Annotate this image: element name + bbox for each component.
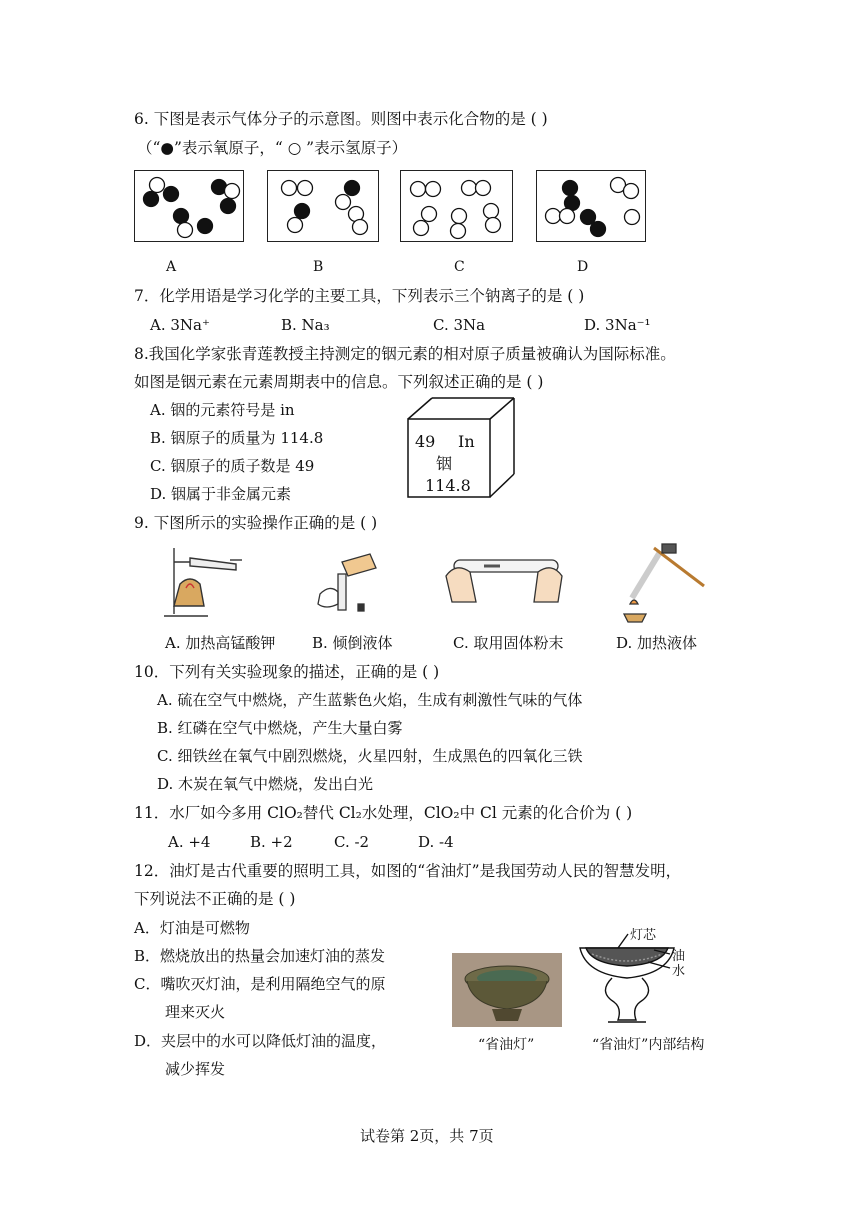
oil-lamp-structure-diagram xyxy=(578,928,698,1030)
q12-option-b: B．燃烧放出的热量会加速灯油的蒸发 xyxy=(134,947,386,965)
q9-option-a: A. 加热高锰酸钾 xyxy=(165,634,276,652)
q11-option-d: D. -4 xyxy=(418,833,454,851)
q9-option-d: D. 加热液体 xyxy=(616,634,698,652)
heating-kmno4-apparatus-image xyxy=(160,544,245,622)
q6-label-a: A xyxy=(166,259,177,275)
q10-stem: 10．下列有关实验现象的描述，正确的是 ( ) xyxy=(134,663,440,681)
q7-option-a: A. 3Na⁺ xyxy=(150,316,210,334)
powder-sampling-image xyxy=(442,552,568,610)
molecule-diagram-d xyxy=(537,171,647,243)
q12-option-d: D．夹层中的水可以降低灯油的温度， xyxy=(134,1032,387,1050)
q12-stem-line1: 12．油灯是古代重要的照明工具，如图的“省油灯”是我国劳动人民的智慧发明， xyxy=(134,862,682,880)
q8-stem-line2: 如图是铟元素在元素周期表中的信息。下列叙述正确的是 ( ) xyxy=(134,373,544,391)
indium-atomic-mass: 114.8 xyxy=(425,476,471,495)
q10-option-b: B. 红磷在空气中燃烧，产生大量白雾 xyxy=(157,719,403,737)
q7-option-b: B. Na₃ xyxy=(281,316,330,334)
q9-stem: 9. 下图所示的实验操作正确的是 ( ) xyxy=(134,514,378,532)
q8-option-c: C. 铟原子的质子数是 49 xyxy=(150,457,315,475)
q6-legend-note: （“●”表示氧原子，“ ○ ”表示氢原子） xyxy=(137,139,408,157)
indium-atomic-number: 49 xyxy=(415,432,436,451)
q12-option-a: A．灯油是可燃物 xyxy=(134,919,250,937)
q6-box-d xyxy=(536,170,646,242)
q12-option-c-continued: 理来灭火 xyxy=(165,1003,226,1021)
q10-option-c: C. 细铁丝在氧气中剧烈燃烧，火星四射，生成黑色的四氧化三铁 xyxy=(157,747,583,765)
q6-label-d: D xyxy=(577,259,589,275)
heating-liquid-image xyxy=(624,542,716,624)
indium-name: 铟 xyxy=(436,454,453,473)
q10-option-d: D. 木炭在氧气中燃烧，发出白光 xyxy=(157,775,374,793)
oil-lamp-photo xyxy=(452,953,562,1027)
q12-stem-line2: 下列说法不正确的是 ( ) xyxy=(134,890,296,908)
q6-label-c: C xyxy=(454,259,465,275)
q6-box-c xyxy=(400,170,513,242)
q12-option-c: C．嘴吹灭灯油，是利用隔绝空气的原 xyxy=(134,975,386,993)
diagram-label-water: 水 xyxy=(672,964,686,979)
q6-stem: 6. 下图是表示气体分子的示意图。则图中表示化合物的是 ( ) xyxy=(134,110,548,128)
q11-option-a: A. +4 xyxy=(168,833,211,851)
q9-option-c: C. 取用固体粉末 xyxy=(453,634,564,652)
diagram-label-oil: 油 xyxy=(672,949,686,964)
molecule-diagram-c xyxy=(401,171,514,243)
q9-option-b: B. 倾倒液体 xyxy=(312,634,393,652)
q7-option-d: D. 3Na⁻¹ xyxy=(584,316,651,334)
oil-lamp-photo-caption: “省油灯” xyxy=(478,1037,535,1053)
oil-lamp-diagram-caption: “省油灯”内部结构 xyxy=(592,1037,705,1053)
q6-label-b: B xyxy=(313,259,324,275)
molecule-diagram-b xyxy=(268,171,380,243)
q7-stem: 7．化学用语是学习化学的主要工具，下列表示三个钠离子的是 ( ) xyxy=(134,287,585,305)
q12-option-d-continued: 减少挥发 xyxy=(165,1060,226,1078)
q6-box-a xyxy=(134,170,244,242)
q8-stem-line1: 8.我国化学家张青莲教授主持测定的铟元素的相对原子质量被确认为国际标准。 xyxy=(134,345,676,363)
page-footer: 试卷第 2页，共 7页 xyxy=(360,1127,494,1145)
q11-option-b: B. +2 xyxy=(250,833,293,851)
molecule-diagram-a xyxy=(135,171,245,243)
q7-option-c: C. 3Na xyxy=(433,316,486,334)
q11-option-c: C. -2 xyxy=(334,833,370,851)
q8-option-a: A. 铟的元素符号是 in xyxy=(150,401,295,419)
pouring-liquid-image xyxy=(312,544,382,622)
q6-box-b xyxy=(267,170,379,242)
q10-option-a: A. 硫在空气中燃烧，产生蓝紫色火焰，生成有刺激性气味的气体 xyxy=(157,691,583,709)
diagram-label-wick: 灯芯 xyxy=(630,928,657,943)
q8-option-d: D. 铟属于非金属元素 xyxy=(150,485,292,503)
q11-stem: 11．水厂如今多用 ClO₂替代 Cl₂水处理，ClO₂中 Cl 元素的化合价为 ( ) xyxy=(134,804,633,822)
indium-symbol: In xyxy=(458,432,475,451)
q8-option-b: B. 铟原子的质量为 114.8 xyxy=(150,429,324,447)
